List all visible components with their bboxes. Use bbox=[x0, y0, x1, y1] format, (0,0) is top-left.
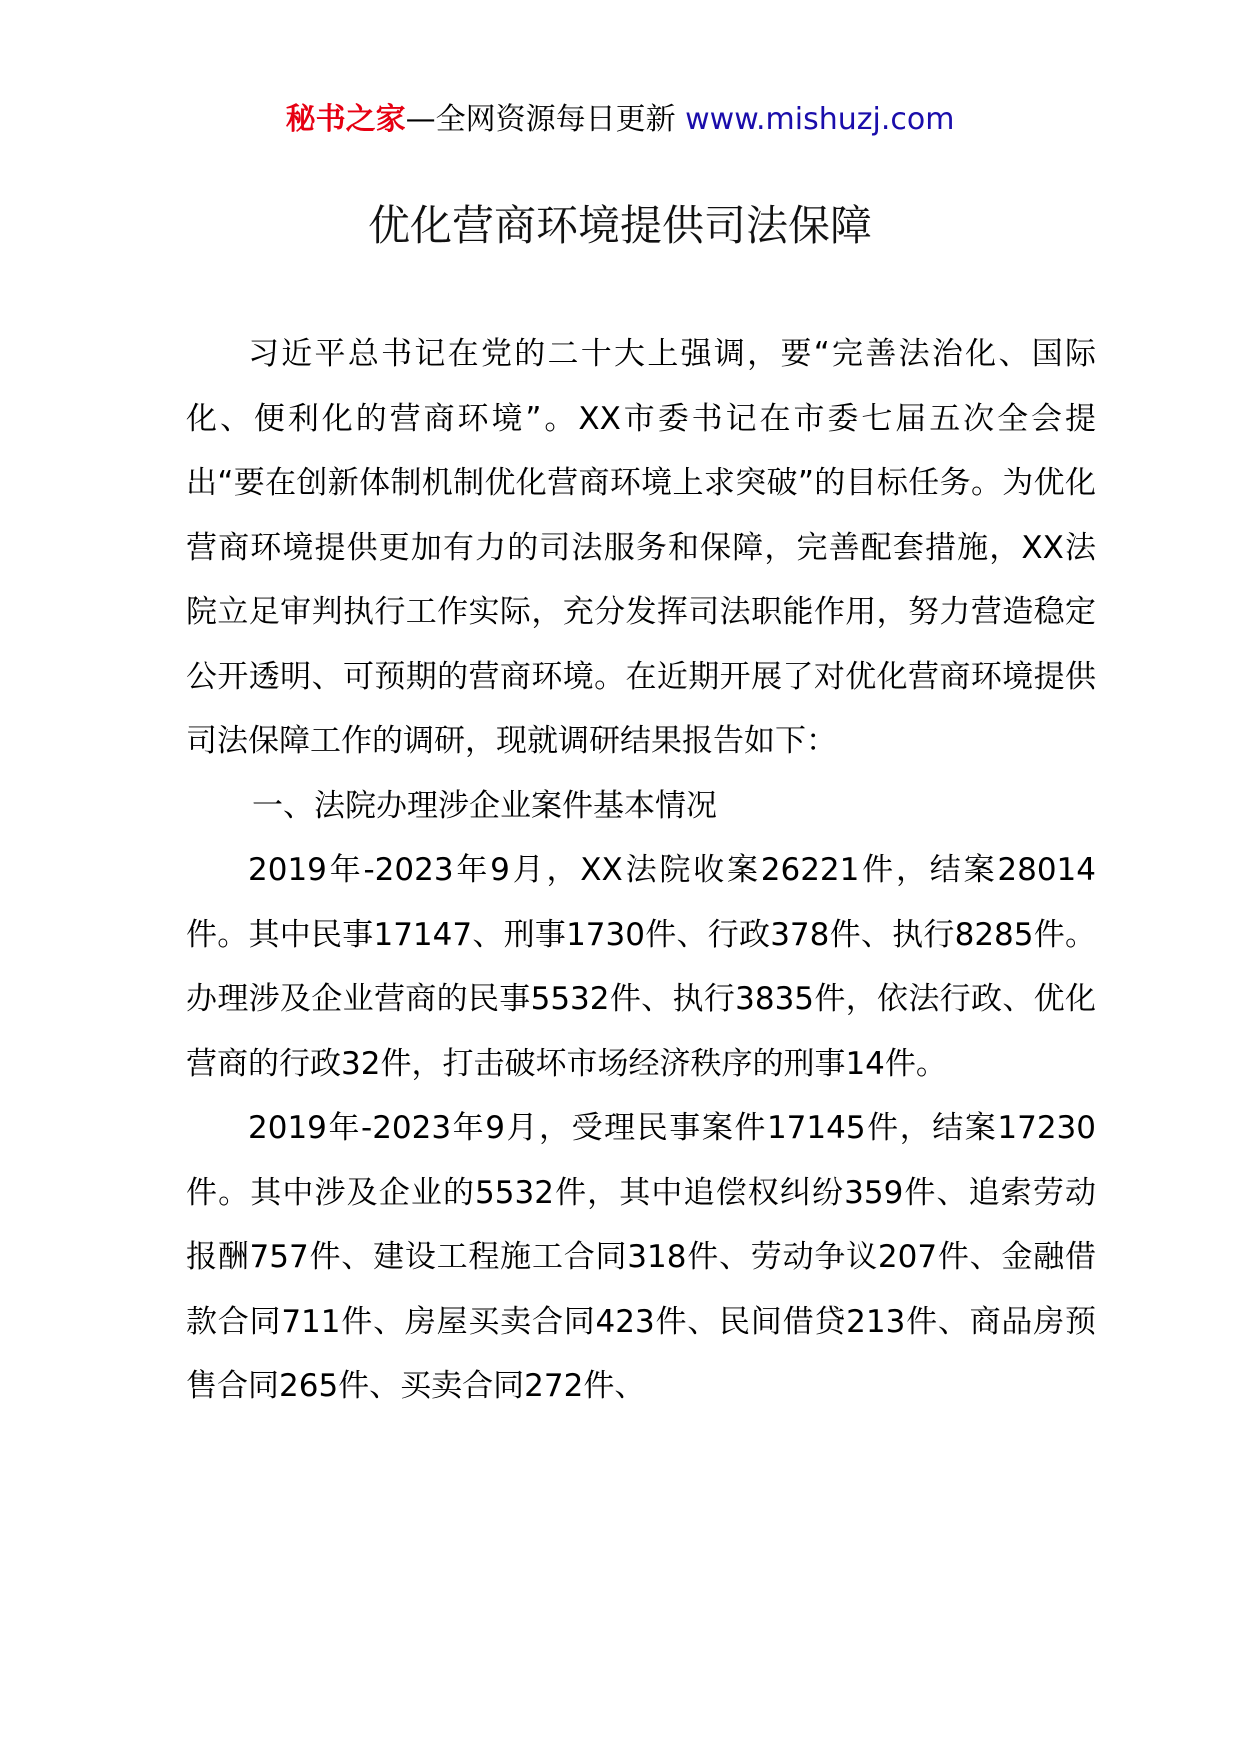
site-url-link[interactable]: www.mishuzj.com bbox=[685, 102, 955, 137]
site-banner bbox=[0, 100, 1240, 140]
document-body bbox=[186, 322, 1096, 1419]
document-title: 优化营商环境提供司法保障 bbox=[367, 201, 872, 250]
site-tagline: —全网资源每日更新 bbox=[405, 102, 676, 137]
paragraph-civil-cases: 2019年-2023年9月，受理民事案件17145件，结案17230件。其中涉及企业的5532件，其中追偿权纠纷359件、追索劳动报酬757件、建设工程施工合同318件、劳动争议207件、金融借款合同711件、房屋买卖合同423件、民间借贷213件、商品房预售合同265件、买卖合同272件、 bbox=[186, 1110, 1096, 1404]
paragraph-intro: 习近平总书记在党的二十大上强调，要“完善法治化、国际化、便利化的营商环境”。XX市委书记在市委七届五次全会提出“要在创新体制机制优化营商环境上求突破”的目标任务。为优化营商环境提供更加有力的司法服务和保障，完善配套措施，XX法院立足审判执行工作实际，充分发挥司法职能作用，努力营造稳定公开透明、可预期的营商环境。在近期开展了对优化营商环境提供司法保障工作的调研，现就调研结果报告如下： bbox=[186, 336, 1096, 759]
paragraph-case-overview: 2019年-2023年9月，XX法院收案26221件，结案28014件。其中民事17147、刑事1730件、行政378件、执行8285件。办理涉及企业营商的民事5532件、执行3835件，依法行政、优化营商的行政32件，打击破坏市场经济秩序的刑事14件。 bbox=[186, 852, 1096, 1082]
section-heading: 一、法院办理涉企业案件基本情况 bbox=[252, 787, 717, 824]
site-brand: 秘书之家 bbox=[285, 102, 406, 137]
